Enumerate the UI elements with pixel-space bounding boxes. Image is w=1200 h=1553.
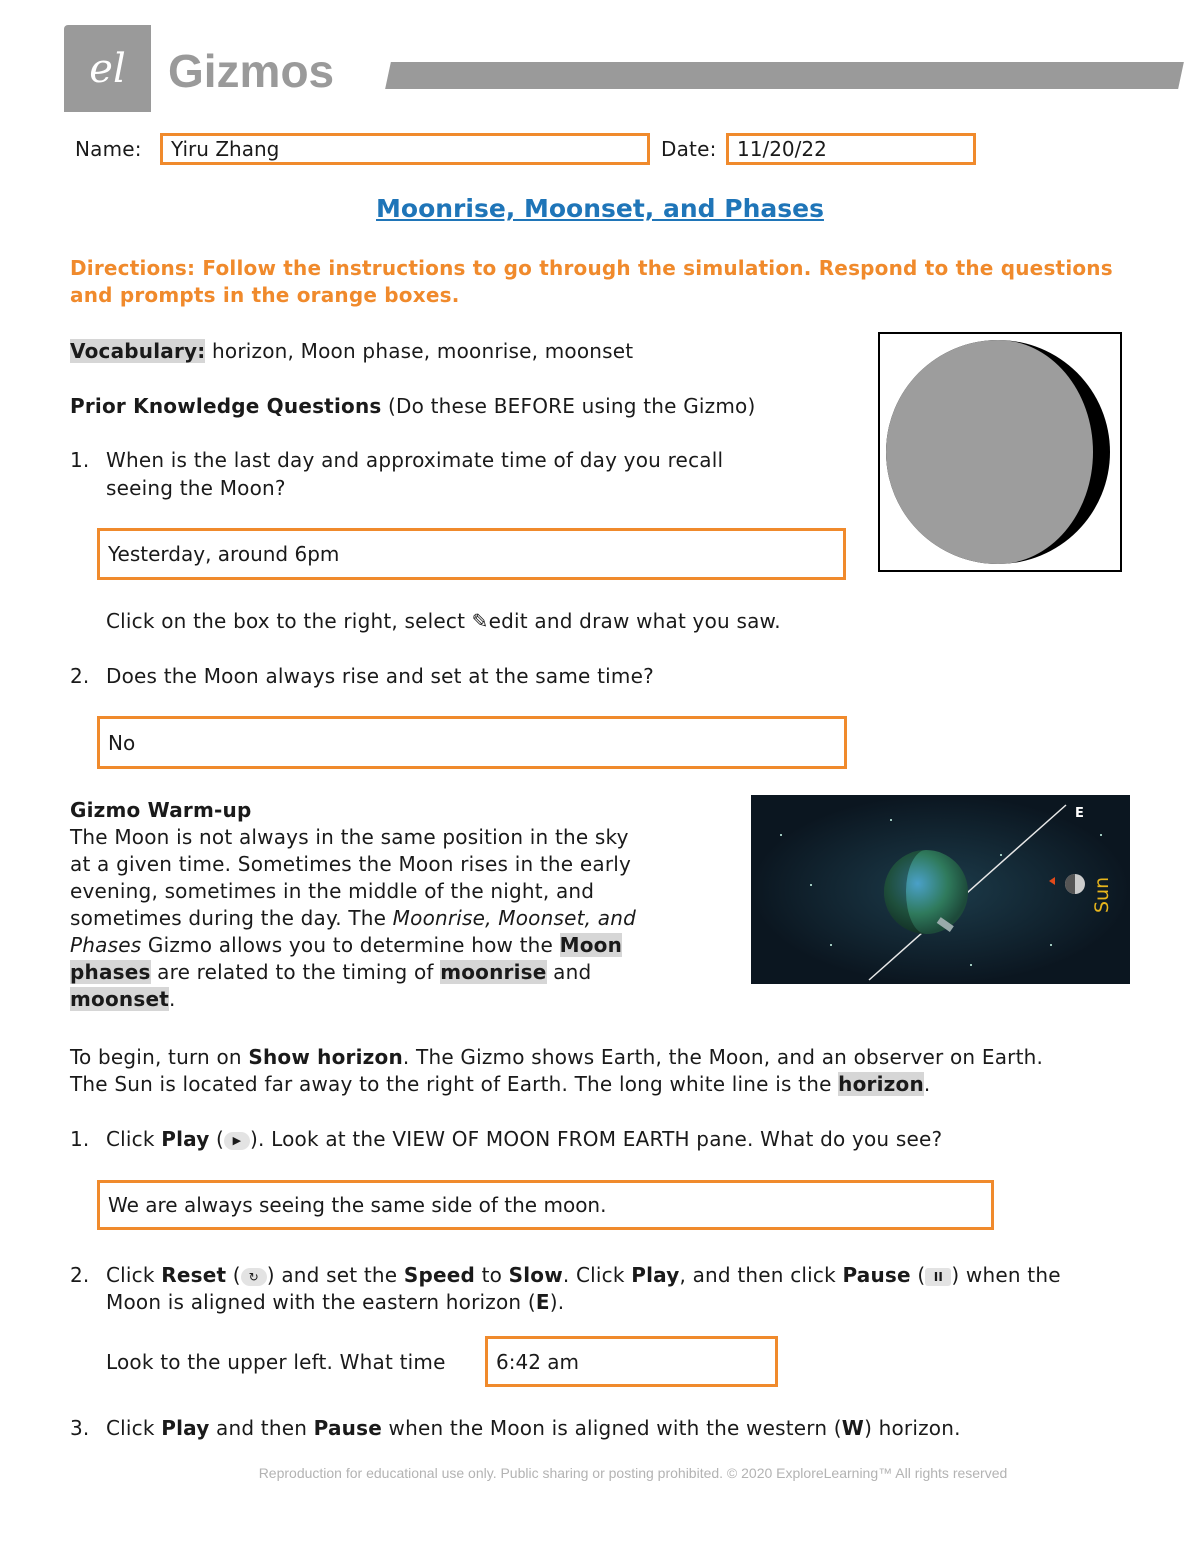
vocab-moonset: moonset: [70, 987, 169, 1011]
question-2-answer[interactable]: No: [97, 716, 847, 769]
warmup-text: Gizmo allows you to determine how the: [141, 933, 560, 957]
reset-icon: ↻: [241, 1268, 267, 1286]
play-icon: ▶: [224, 1132, 250, 1150]
show-horizon-term: Show horizon: [248, 1045, 403, 1069]
prior-knowledge-note: (Do these BEFORE using the Gizmo): [388, 394, 756, 418]
step-2-text: [106, 1262, 1146, 1316]
play-term: Play: [631, 1263, 680, 1287]
header-bar: [385, 62, 1184, 89]
step-1-answer[interactable]: We are always seeing the same side of the moon.: [97, 1180, 994, 1230]
sim-label-e: E: [1075, 806, 1084, 821]
slow-term: Slow: [508, 1263, 563, 1287]
warmup-text: sometimes during the day. The: [70, 906, 393, 930]
step-2-line-1: [106, 1262, 1146, 1289]
step-text: Click: [106, 1263, 162, 1287]
begin-paragraph: [70, 1044, 1140, 1098]
step-text: ). Look at the VIEW OF MOON FROM EARTH pane. What do you see?: [250, 1127, 943, 1151]
page-title[interactable]: Moonrise, Moonset, and Phases: [376, 194, 824, 223]
moon-phase-drawing: [880, 334, 1120, 570]
begin-text: . The Gizmo shows Earth, the Moon, and an observer on Earth.: [402, 1045, 1044, 1069]
warmup-text: and: [546, 960, 592, 984]
date-field[interactable]: 11/20/22: [726, 133, 976, 165]
pause-term: Pause: [842, 1263, 911, 1287]
step-text: (: [209, 1127, 225, 1151]
vocabulary-label: Vocabulary:: [70, 339, 206, 363]
step-text: (: [226, 1263, 241, 1287]
warmup-line: at a given time. Sometimes the Moon rises in the early: [70, 852, 632, 876]
begin-line-2: [70, 1071, 1140, 1098]
step-text: Moon is aligned with the eastern horizon (: [106, 1290, 536, 1314]
warmup-text: are related to the timing of: [150, 960, 441, 984]
gizmo-title-italic: Phases: [70, 933, 142, 957]
step-text: , and then click: [679, 1263, 843, 1287]
warmup-line: The Moon is not always in the same position in the sky: [70, 825, 629, 849]
moon-drawing-box[interactable]: [878, 332, 1122, 572]
pause-icon: II: [925, 1268, 951, 1286]
step-text: when the Moon is aligned with the western (: [381, 1416, 842, 1440]
warmup-line: evening, sometimes in the middle of the night, and: [70, 879, 595, 903]
vocabulary: [70, 338, 633, 365]
name-field[interactable]: Yiru Zhang: [160, 133, 650, 165]
step-1-number: 1.: [70, 1127, 90, 1151]
reset-term: Reset: [161, 1263, 227, 1287]
warmup-heading: Gizmo Warm-up: [70, 798, 252, 822]
play-term: Play: [161, 1416, 210, 1440]
logo-mark: [64, 25, 151, 112]
name-label: Name:: [75, 137, 142, 161]
step-3-number: 3.: [70, 1416, 90, 1440]
directions: Directions: Follow the instructions to go through the simulation. Respond to the questions and prompts in the orange boxes.: [70, 256, 1113, 307]
step-2-line-2: [106, 1289, 1146, 1316]
step-text: ) when the: [951, 1263, 1061, 1287]
warmup-line: [70, 932, 750, 959]
step-2-number: 2.: [70, 1263, 90, 1287]
step-1-text: [106, 1126, 942, 1153]
brand-name: Gizmos: [168, 45, 335, 97]
speed-term: Speed: [403, 1263, 476, 1287]
step-text: ).: [549, 1290, 565, 1314]
begin-text: .: [923, 1072, 931, 1096]
east-term: E: [535, 1290, 550, 1314]
vocab-horizon: horizon: [838, 1072, 924, 1096]
prior-knowledge-heading: [70, 393, 755, 420]
question-1-answer[interactable]: Yesterday, around 6pm: [97, 528, 846, 580]
question-1-line1: When is the last day and approximate time of day you recall: [106, 448, 724, 472]
step-text: to: [475, 1263, 509, 1287]
logo-mark-text: el: [89, 45, 126, 92]
sim-label-sun: Sun: [1091, 876, 1113, 913]
step-text: ) horizon.: [864, 1416, 961, 1440]
step-text: . Click: [562, 1263, 632, 1287]
step-2-answer[interactable]: 6:42 am: [485, 1336, 778, 1387]
date-label: Date:: [661, 137, 717, 161]
step-3-text: [106, 1415, 961, 1442]
prior-knowledge-title: Prior Knowledge Questions: [70, 394, 382, 418]
question-1-number: 1.: [70, 448, 90, 472]
question-1-line2: seeing the Moon?: [106, 476, 286, 500]
draw-instruction: Click on the box to the right, select ✎edit and draw what you saw.: [106, 609, 781, 633]
vocab-moonrise: moonrise: [440, 960, 547, 984]
begin-line-1: [70, 1044, 1140, 1071]
step-2-prompt: Look to the upper left. What time: [106, 1350, 446, 1374]
warmup-line: [70, 959, 750, 986]
gizmo-title-italic: Moonrise, Moonset, and: [392, 906, 637, 930]
west-term: W: [841, 1416, 865, 1440]
step-text: (: [910, 1263, 926, 1287]
simulation-image: [751, 795, 1130, 984]
warmup-line: [70, 905, 750, 932]
pause-term: Pause: [313, 1416, 382, 1440]
step-text: Click: [106, 1416, 162, 1440]
warmup-text: .: [169, 987, 176, 1011]
begin-text: To begin, turn on: [70, 1045, 249, 1069]
footer: Reproduction for educational use only. Public sharing or posting prohibited. © 2020 ExploreLearning™ All rights reserved: [258, 1465, 1008, 1481]
vocab-moon: Moon: [559, 933, 623, 957]
warmup-paragraph: [70, 824, 750, 1013]
question-2-number: 2.: [70, 664, 90, 688]
step-text: and then: [209, 1416, 314, 1440]
step-text: Click: [106, 1127, 162, 1151]
question-2-text: Does the Moon always rise and set at the same time?: [106, 664, 654, 688]
vocabulary-terms: horizon, Moon phase, moonrise, moonset: [212, 339, 634, 363]
warmup-line: [70, 986, 750, 1013]
vocab-phases: phases: [70, 960, 151, 984]
simulation-scene: [751, 795, 1130, 984]
play-term: Play: [161, 1127, 210, 1151]
step-text: ) and set the: [266, 1263, 404, 1287]
begin-text: The Sun is located far away to the right of Earth. The long white line is the: [70, 1072, 839, 1096]
